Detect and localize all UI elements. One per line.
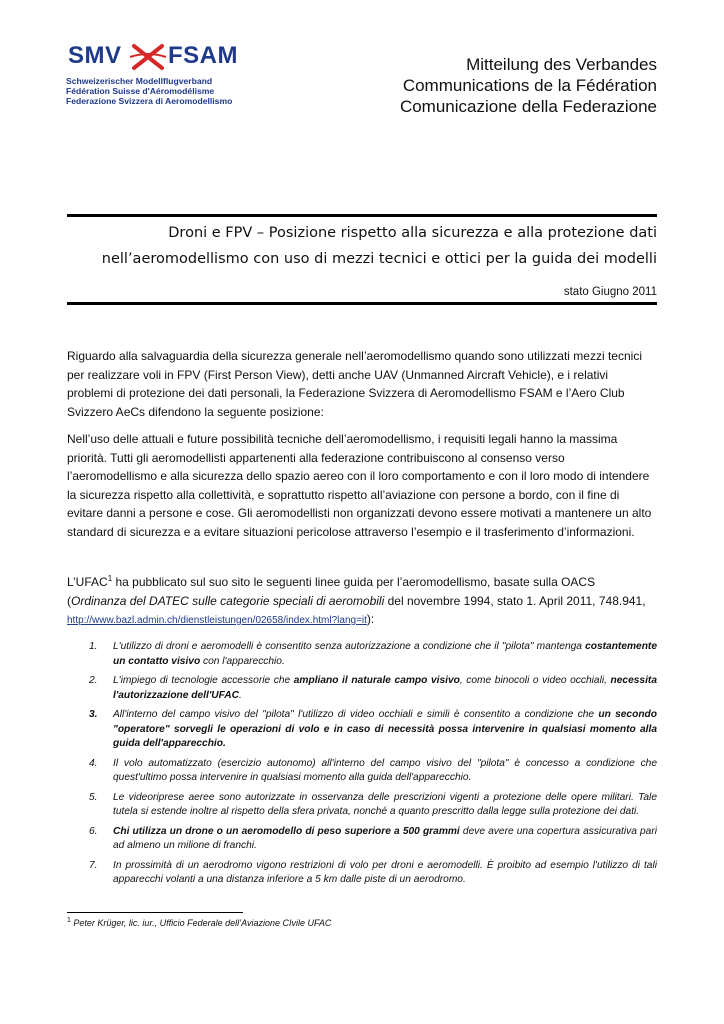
- list-item-text: Il volo automatizzato (esercizio autonomo) all'interno del campo visivo del "pilota" è concesso a condizione che quest'ultimo possa intervenire in qualsiasi momento alla guida dell'apparecchio.: [113, 757, 657, 783]
- logo-line-fr: Fédération Suisse d'Aéromodélisme: [66, 86, 215, 96]
- logo-fsam-text: FSAM: [168, 42, 238, 69]
- list-item-text: deve avere una copertura assicurativa pari ad almeno un milione di franchi.: [113, 825, 657, 851]
- paragraph-requirements: [67, 430, 657, 541]
- footnote-number: 1: [67, 917, 71, 924]
- ufac-text-b: del novembre 1994, stato 1. April 2011, 748.941,: [384, 593, 646, 608]
- footnote: [67, 918, 331, 928]
- list-item-number: 3.: [89, 709, 98, 720]
- ufac-text-c: ):: [366, 612, 375, 626]
- logo-line-de: Schweizerischer Modellflugverband: [66, 76, 213, 86]
- ufac-label: L’UFAC: [67, 575, 108, 589]
- list-item-number: 5.: [89, 791, 98, 803]
- list-item-text: L'utilizzo di droni e aeromodelli è consentito senza autorizzazione a condizione che il "pilota" mantenga: [113, 641, 586, 652]
- title-line-2: nell’aeromodellismo con uso di mezzi tecnici e ottici per la guida dei modelli: [101, 251, 657, 267]
- list-item-text: con l'apparecchio.: [200, 655, 285, 667]
- list-item-emphasis: un secondo "operatore" sorvegli le operazioni di volo e in caso di necessità possa intervenire in qualsiasi momento alla guida dell'apparecchio.: [113, 709, 657, 749]
- list-item: [67, 791, 657, 820]
- document-header: [400, 54, 657, 117]
- paragraph-ufac-text: [67, 573, 657, 631]
- document-title: [102, 220, 657, 272]
- list-item-number: 4.: [89, 757, 98, 769]
- header-line-de: Mitteilung des Verbandes: [466, 55, 657, 74]
- paragraph-intro: [67, 347, 657, 421]
- logo-smv-text: SMV: [68, 42, 122, 69]
- list-item-emphasis: Chi utilizza un drone o un aeromodello di peso superiore a 500 grammi: [113, 825, 460, 837]
- list-item: [67, 640, 657, 669]
- list-item: [67, 859, 657, 888]
- document-date: stato Giugno 2011: [563, 286, 657, 298]
- list-item-number: 6.: [89, 825, 98, 837]
- list-item-text: L'impiego di tecnologie accessorie che: [113, 675, 294, 686]
- title-line-1: Droni e FPV – Posizione rispetto alla sicurezza e alla protezione dati: [168, 225, 657, 241]
- list-item: [67, 674, 657, 703]
- list-item-emphasis: costantemente un contatto visivo: [113, 641, 657, 667]
- airplane-icon: [126, 42, 170, 72]
- footnote-ref[interactable]: 1: [107, 574, 113, 583]
- list-item-text: Le videoriprese aeree sono autorizzate in osservanza delle prescrizioni vigenti a protezione delle opere militari. Tale tutela si estende inoltre al rispetto della sfera privata, nonché a quanto prescritto dalla legge sulla protezione dei dati.: [113, 791, 657, 817]
- header-line-fr: Communications de la Fédération: [402, 76, 657, 95]
- footnote-text: Peter Krüger, lic. iur., Ufficio Federale dell’Aviazione CIvile UFAC: [70, 918, 332, 928]
- list-item: [67, 825, 657, 854]
- list-item: [67, 708, 657, 752]
- list-item-number: 2.: [89, 675, 98, 686]
- logo-line-it: Federazione Svizzera di Aeromodellismo: [66, 96, 233, 106]
- list-item-text: In prossimità di un aerodromo vigono restrizioni di volo per droni e aeromodelli. È proibito ad esempio l'utilizzo di tali apparecchi volanti a una distanza inferiore a 5 km dalle piste di un aerodromo.: [113, 859, 657, 885]
- guidelines-list: [67, 640, 657, 893]
- list-item-number: 7.: [89, 859, 98, 871]
- list-item-emphasis: ampliano il naturale campo visivo: [293, 675, 460, 686]
- title-top-rule: [67, 214, 657, 217]
- header-line-it: Comunicazione della Federazione: [399, 97, 657, 116]
- paragraph-ufac: [67, 573, 657, 631]
- ordinance-title: Ordinanza del DATEC sulle categorie speciali di aeromobili: [71, 593, 385, 608]
- list-item-emphasis: necessita l'autorizzazione dell'UFAC: [113, 675, 657, 701]
- federation-logo: [66, 40, 236, 106]
- list-item-text: .: [238, 689, 242, 701]
- list-item-text: All'interno del campo visivo del "pilota" l'utilizzo di video occhiali e simili è consentito a condizione che: [113, 709, 599, 720]
- list-item: [67, 757, 657, 786]
- bazl-link[interactable]: http://www.bazl.admin.ch/dienstleistungen/02658/index.html?lang=it: [67, 615, 367, 626]
- ufac-text-a: ha pubblicato sul suo sito le seguenti linee guida per l’aeromodellismo, basate sulla OACS (: [67, 575, 596, 608]
- title-bottom-rule: [67, 302, 657, 305]
- footnote-rule: [67, 912, 243, 913]
- list-item-number: 1.: [89, 641, 98, 652]
- paragraph-intro-text: Riguardo alla salvaguardia della sicurezza generale nell’aeromodellismo quando sono utilizzati mezzi tecnici per realizzare voli in FPV (First Person View), detti anche UAV (Unmanned Aircraft Vehicle), e i relativi problemi di protezione dei dati personali, la Federazione Svizzera di Aeromodellismo FSAM e l’Aero Club Svizzero AeCs difendono la seguente posizione:: [67, 349, 642, 419]
- list-item-text: , come binocoli o video occhiali,: [459, 675, 611, 686]
- paragraph-requirements-text: Nell’uso delle attuali e future possibilità tecniche dell’aeromodellismo, i requisiti legali hanno la massima priorità. Tutti gli aeromodellisti appartenenti alla federazione contribuiscono al consenso verso l’aeromodellismo e alla sicurezza dello spazio aereo con il loro comportamento e con il loro modo di intendere la sicurezza rispetto alla collettività, e soprattutto rispetto all’aviazione con persone a bordo, con il fine di evitare danni a persone e cose. Gli aeromodellisti non organizzati devono essere motivati a mantenere un alto standard di sicurezza e a evitare situazioni pericolose attraverso l’esempio e il trasferimento d’informazioni.: [67, 432, 652, 539]
